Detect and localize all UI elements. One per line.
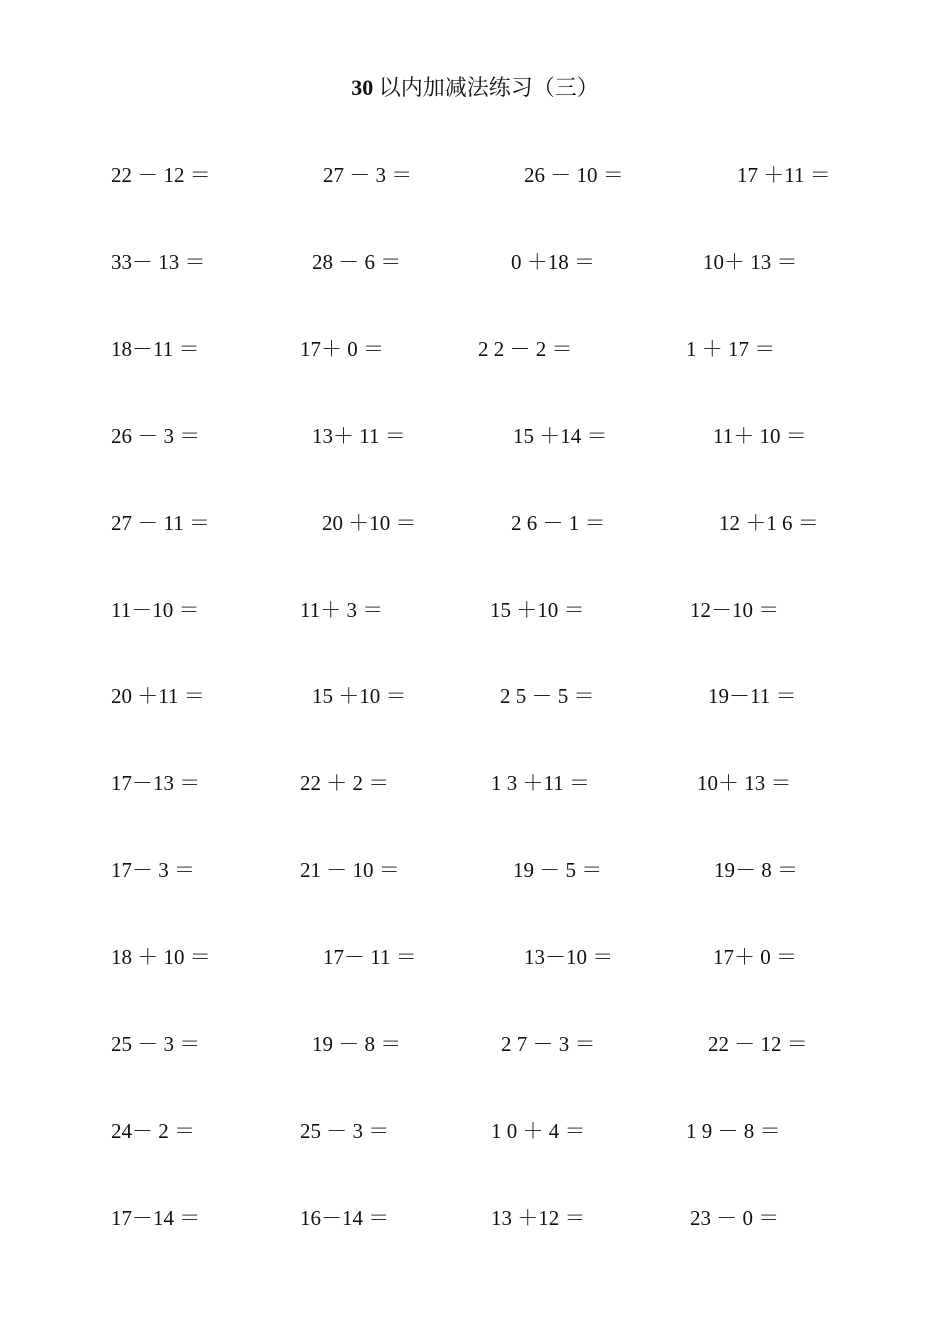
- problem-r4-c4: 11＋ 10 ＝: [713, 423, 807, 448]
- problem-r10-c2: 17－ 11 ＝: [323, 945, 417, 970]
- problem-r11-c1: 25 － 3 ＝: [111, 1032, 201, 1056]
- problem-r1-c4: 17 ＋11 ＝: [737, 163, 831, 187]
- problem-r12-c4: 1 9 － 8 ＝: [686, 1118, 781, 1143]
- problem-r9-c4: 19－ 8 ＝: [714, 858, 798, 883]
- problem-r11-c2: 19 － 8 ＝: [312, 1032, 402, 1056]
- problem-r13-c3: 13 ＋12 ＝: [491, 1205, 586, 1230]
- problem-r5-c2: 20 ＋10 ＝: [322, 510, 417, 535]
- problem-r4-c3: 15 ＋14 ＝: [513, 423, 608, 448]
- problem-r8-c4: 10＋ 13 ＝: [697, 771, 792, 796]
- problem-r8-c2: 22 ＋ 2 ＝: [300, 771, 390, 796]
- problem-r10-c4: 17＋ 0 ＝: [713, 945, 797, 970]
- problem-r8-c3: 1 3 ＋11 ＝: [491, 771, 590, 796]
- problem-r9-c2: 21 － 10 ＝: [300, 858, 400, 883]
- problem-r1-c3: 26 － 10 ＝: [524, 163, 624, 187]
- problem-r11-c4: 22 － 12 ＝: [708, 1032, 808, 1056]
- problem-r13-c2: 16－14 ＝: [300, 1205, 390, 1230]
- problem-r13-c4: 23 － 0 ＝: [690, 1205, 780, 1230]
- problem-r4-c2: 13＋ 11 ＝: [312, 423, 406, 448]
- problem-r3-c4: 1 ＋ 17 ＝: [686, 336, 776, 361]
- problem-r4-c1: 26 － 3 ＝: [111, 423, 201, 448]
- problem-r2-c3: 0 ＋18 ＝: [511, 249, 595, 274]
- problem-r5-c4: 12 ＋1 6 ＝: [719, 510, 819, 535]
- problem-r3-c1: 18－11 ＝: [111, 336, 200, 361]
- problem-r6-c4: 12－10 ＝: [690, 597, 780, 622]
- problem-r7-c2: 15 ＋10 ＝: [312, 684, 407, 709]
- problem-r10-c1: 18 ＋ 10 ＝: [111, 945, 211, 970]
- title-number: 30: [351, 75, 374, 100]
- problem-r12-c2: 25 － 3 ＝: [300, 1118, 390, 1143]
- problem-r3-c2: 17＋ 0 ＝: [300, 336, 384, 361]
- problem-r7-c4: 19－11 ＝: [708, 684, 797, 709]
- problem-r13-c1: 17－14 ＝: [111, 1205, 201, 1230]
- title-text: 以内加减法练习（三）: [378, 75, 599, 100]
- problem-r10-c3: 13－10 ＝: [524, 945, 614, 970]
- problem-r6-c2: 11＋ 3 ＝: [300, 597, 384, 622]
- problem-r3-c3: 2 2 － 2 ＝: [478, 336, 573, 361]
- problem-r5-c3: 2 6 － 1 ＝: [511, 510, 606, 535]
- problem-r9-c1: 17－ 3 ＝: [111, 858, 195, 883]
- problem-r7-c3: 2 5 － 5 ＝: [500, 684, 595, 709]
- problem-r5-c1: 27 － 11 ＝: [111, 510, 210, 535]
- problem-r7-c1: 20 ＋11 ＝: [111, 684, 205, 709]
- problem-r12-c3: 1 0 ＋ 4 ＝: [491, 1118, 586, 1143]
- problem-r12-c1: 24－ 2 ＝: [111, 1118, 195, 1143]
- problem-r1-c2: 27 － 3 ＝: [323, 163, 413, 187]
- problem-r6-c1: 11－10 ＝: [111, 597, 200, 622]
- problem-r9-c3: 19 － 5 ＝: [513, 858, 603, 883]
- problem-r6-c3: 15 ＋10 ＝: [490, 597, 585, 622]
- problem-r2-c4: 10＋ 13 ＝: [703, 249, 798, 274]
- problem-r11-c3: 2 7 － 3 ＝: [501, 1032, 596, 1056]
- problem-r2-c2: 28 － 6 ＝: [312, 249, 402, 274]
- problem-r1-c1: 22 － 12 ＝: [111, 163, 211, 187]
- problem-r2-c1: 33－ 13 ＝: [111, 249, 206, 274]
- problem-r8-c1: 17－13 ＝: [111, 771, 201, 796]
